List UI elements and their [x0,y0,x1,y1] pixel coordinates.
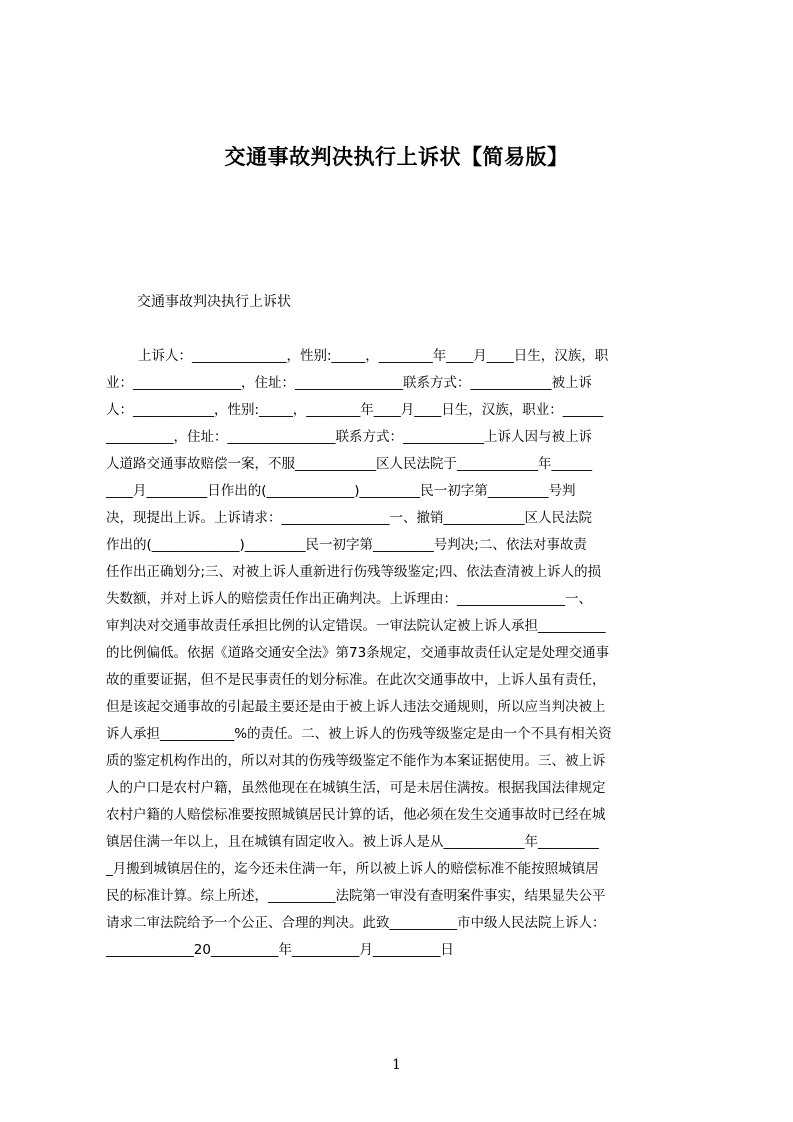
text-line: 诉人承担___________%的责任。二、被上诉人的伤残等级鉴定是由一个不具有相关资 [106,726,612,742]
text-line: 人的户口是农村户籍，虽然他现在在城镇生活，可是未居住满按。根据我国法律规定 [106,780,606,796]
text-line: _月搬到城镇居住的，迄今还未住满一年，所以被上诉人的赔偿标准不能按照城镇居 [106,861,599,877]
text-line: 民的标准计算。综上所述，__________法院第一审没有查明案件事实，结果显失公平 [106,888,606,904]
body-text [106,343,698,964]
text-line: 人道路交通事故赔偿一案，不服____________区人民法院于____________年______ [106,456,592,472]
text-line: 作出的(_____________)_________民一初字第_________号判决;二、依法对事故责 [106,537,587,553]
text-line: 业：________________，住址：________________联系方式：____________被上诉 [106,375,592,391]
text-line: 的比例偏低。依据《道路交通安全法》第73条规定，交通事故责任认定是处理交通事 [106,645,610,661]
document-subtitle: 交通事故判决执行上诉状 [137,294,291,310]
text-line: 任作出正确划分;三、对被上诉人重新进行伤残等级鉴定;四、依法查清被上诉人的损 [106,564,602,580]
text-line: __________，住址：________________联系方式：____________上诉人因与被上诉 [106,429,592,445]
text-line: ____月_________日作出的(_____________)_________民一初字第_________号判 [106,483,576,499]
text-line: _____________20__________年__________月__________日 [106,942,454,958]
text-line: 质的鉴定机构作出的，所以对其的伤残等级鉴定不能作为本案证据使用。三、被上诉 [106,753,606,769]
text-line: 农村户籍的人赔偿标准要按照城镇居民计算的话，他必须在发生交通事故时已经在城 [106,807,606,823]
text-line: 失数额，并对上诉人的赔偿责任作出正确判决。上诉理由：________________一、 [106,591,592,607]
text-line: 决，现提出上诉。上诉请求：________________一、撤销____________区人民法院 [106,510,592,526]
text-line: 但是该起交通事故的引起最主要还是由于被上诉人违法交通规则，所以应当判决被上 [106,699,606,715]
text-line: 审判决对交通事故责任承担比例的认定错误。一审法院认定被上诉人承担__________ [106,618,606,634]
document-title: 交通事故判决执行上诉状【简易版】 [224,145,569,169]
text-line: 镇居住满一年以上，且在城镇有固定收入。被上诉人是从____________年_________ [106,834,599,850]
text-line: 人：____________，性别:_____，________年____月____日生，汉族，职业：______ [106,402,604,418]
text-line: 故的重要证据，但不是民事责任的划分标准。在此次交通事故中，上诉人虽有责任， [106,672,606,688]
page-number: 1 [392,1057,401,1073]
text-line: 上诉人：______________，性别:_____，________年____月____日生，汉族，职 [138,348,609,364]
text-line: 请求二审法院给予一个公正、合理的判决。此致__________市中级人民法院上诉人： [106,915,606,931]
